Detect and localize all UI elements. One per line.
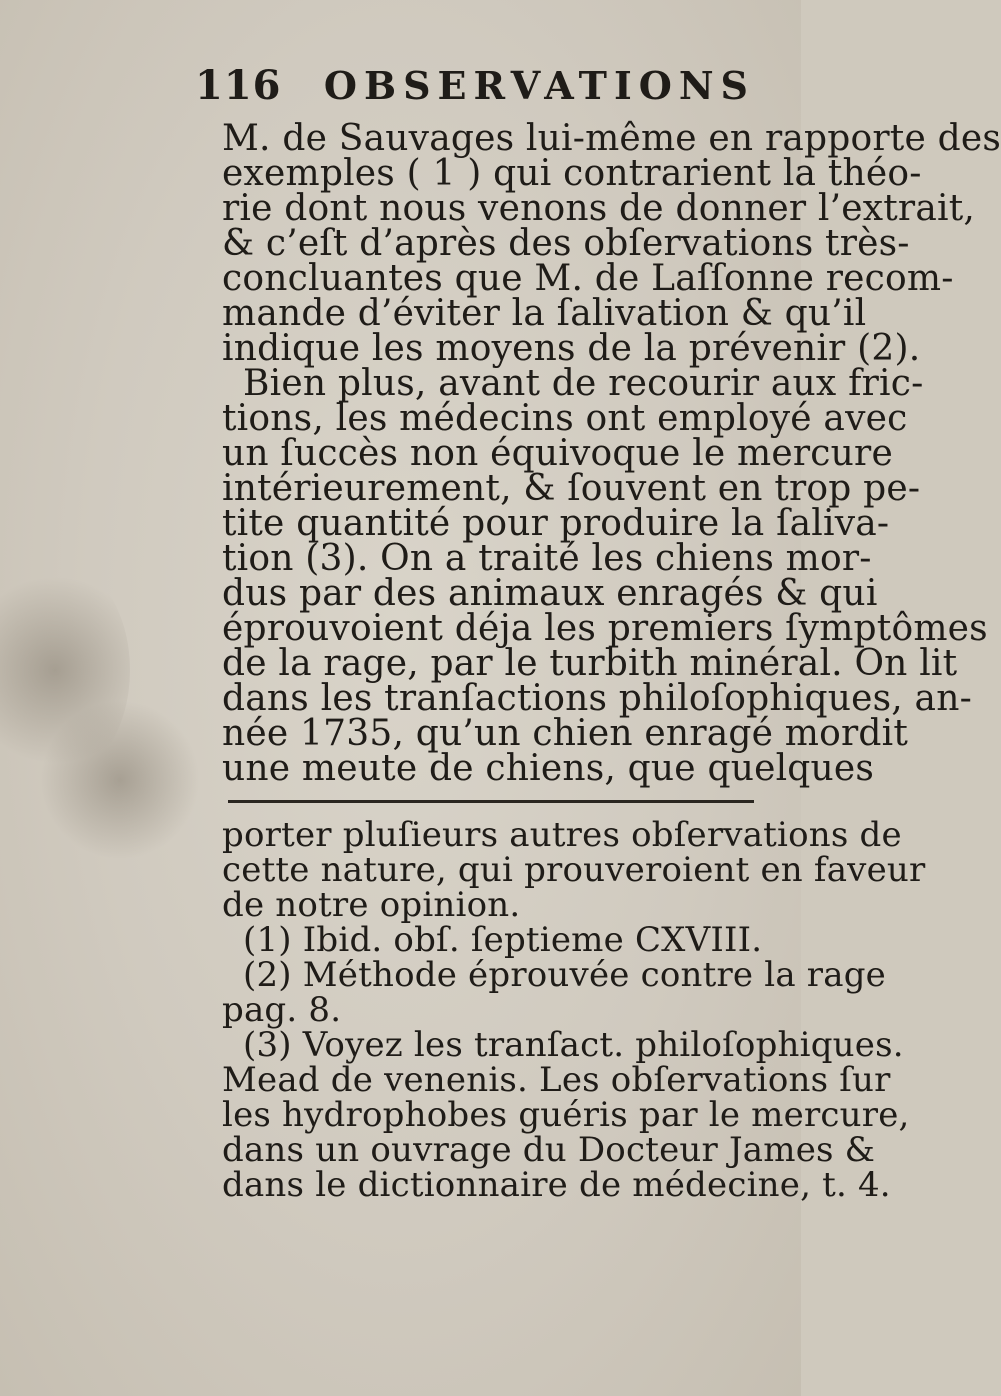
footnote-line: Mead de venenis. Les obſervations ſur <box>222 1060 891 1100</box>
body-line: mande d’éviter la ſalivation & qu’il <box>222 293 867 334</box>
body-line: concluantes que M. de Laſſonne recom- <box>222 258 954 299</box>
page-header <box>195 60 755 110</box>
body-line: née 1735, qu’un chien enragé mordit <box>222 713 909 754</box>
footnote-line: cette nature, qui prouveroient en faveur <box>222 850 926 890</box>
footnote-line: les hydrophobes guéris par le mercure, <box>222 1095 910 1135</box>
body-line: dans les tranſactions philoſophiques, an- <box>222 678 972 719</box>
footnote-line: dans le dictionnaire de médecine, t. 4. <box>222 1165 891 1205</box>
footnote-rule <box>228 800 754 803</box>
body-line: une meute de chiens, que quelques <box>222 748 875 789</box>
body-line: tions, les médecins ont employé avec <box>222 398 908 439</box>
body-line: tite quantité pour produire la ſaliva- <box>222 503 890 544</box>
footnote-line: (1) Ibid. obſ. ſeptieme CXVIII. <box>243 920 763 960</box>
footnote-line: pag. 8. <box>222 990 342 1030</box>
page-stain <box>0 560 130 780</box>
body-line: rie dont nous venons de donner l’extrait, <box>222 188 976 229</box>
body-line: éprouvoient déja les premiers ſymptômes <box>222 608 988 649</box>
body-line: de la rage, par le turbith minéral. On lit <box>222 643 958 684</box>
body-line: un ſuccès non équivoque le mercure <box>222 433 893 474</box>
footnote-line: (2) Méthode éprouvée contre la rage <box>243 955 887 995</box>
body-line: M. de Sauvages lui-même en rapporte des <box>222 118 1001 159</box>
body-line: tion (3). On a traité les chiens mor- <box>222 538 872 579</box>
body-line: & c’eſt d’après des obſervations très- <box>222 223 910 264</box>
page-stain <box>40 700 200 860</box>
body-line: Bien plus, avant de recourir aux fric- <box>243 363 924 404</box>
body-line: exemples ( 1 ) qui contrarient la théo- <box>222 153 922 194</box>
footnote-line: dans un ouvrage du Docteur James & <box>222 1130 876 1170</box>
body-line: intérieurement, & ſouvent en trop pe- <box>222 468 921 509</box>
page-number: 116 <box>195 61 282 109</box>
footnote-line: (3) Voyez les tranſact. philoſophiques. <box>243 1025 904 1065</box>
body-line: indique les moyens de la prévenir (2). <box>222 328 921 369</box>
body-line: dus par des animaux enragés & qui <box>222 573 878 614</box>
running-title: OBSERVATIONS <box>323 62 755 108</box>
footnote-line: porter pluſieurs autres obſervations de <box>222 815 902 855</box>
footnote-line: de notre opinion. <box>222 885 521 925</box>
